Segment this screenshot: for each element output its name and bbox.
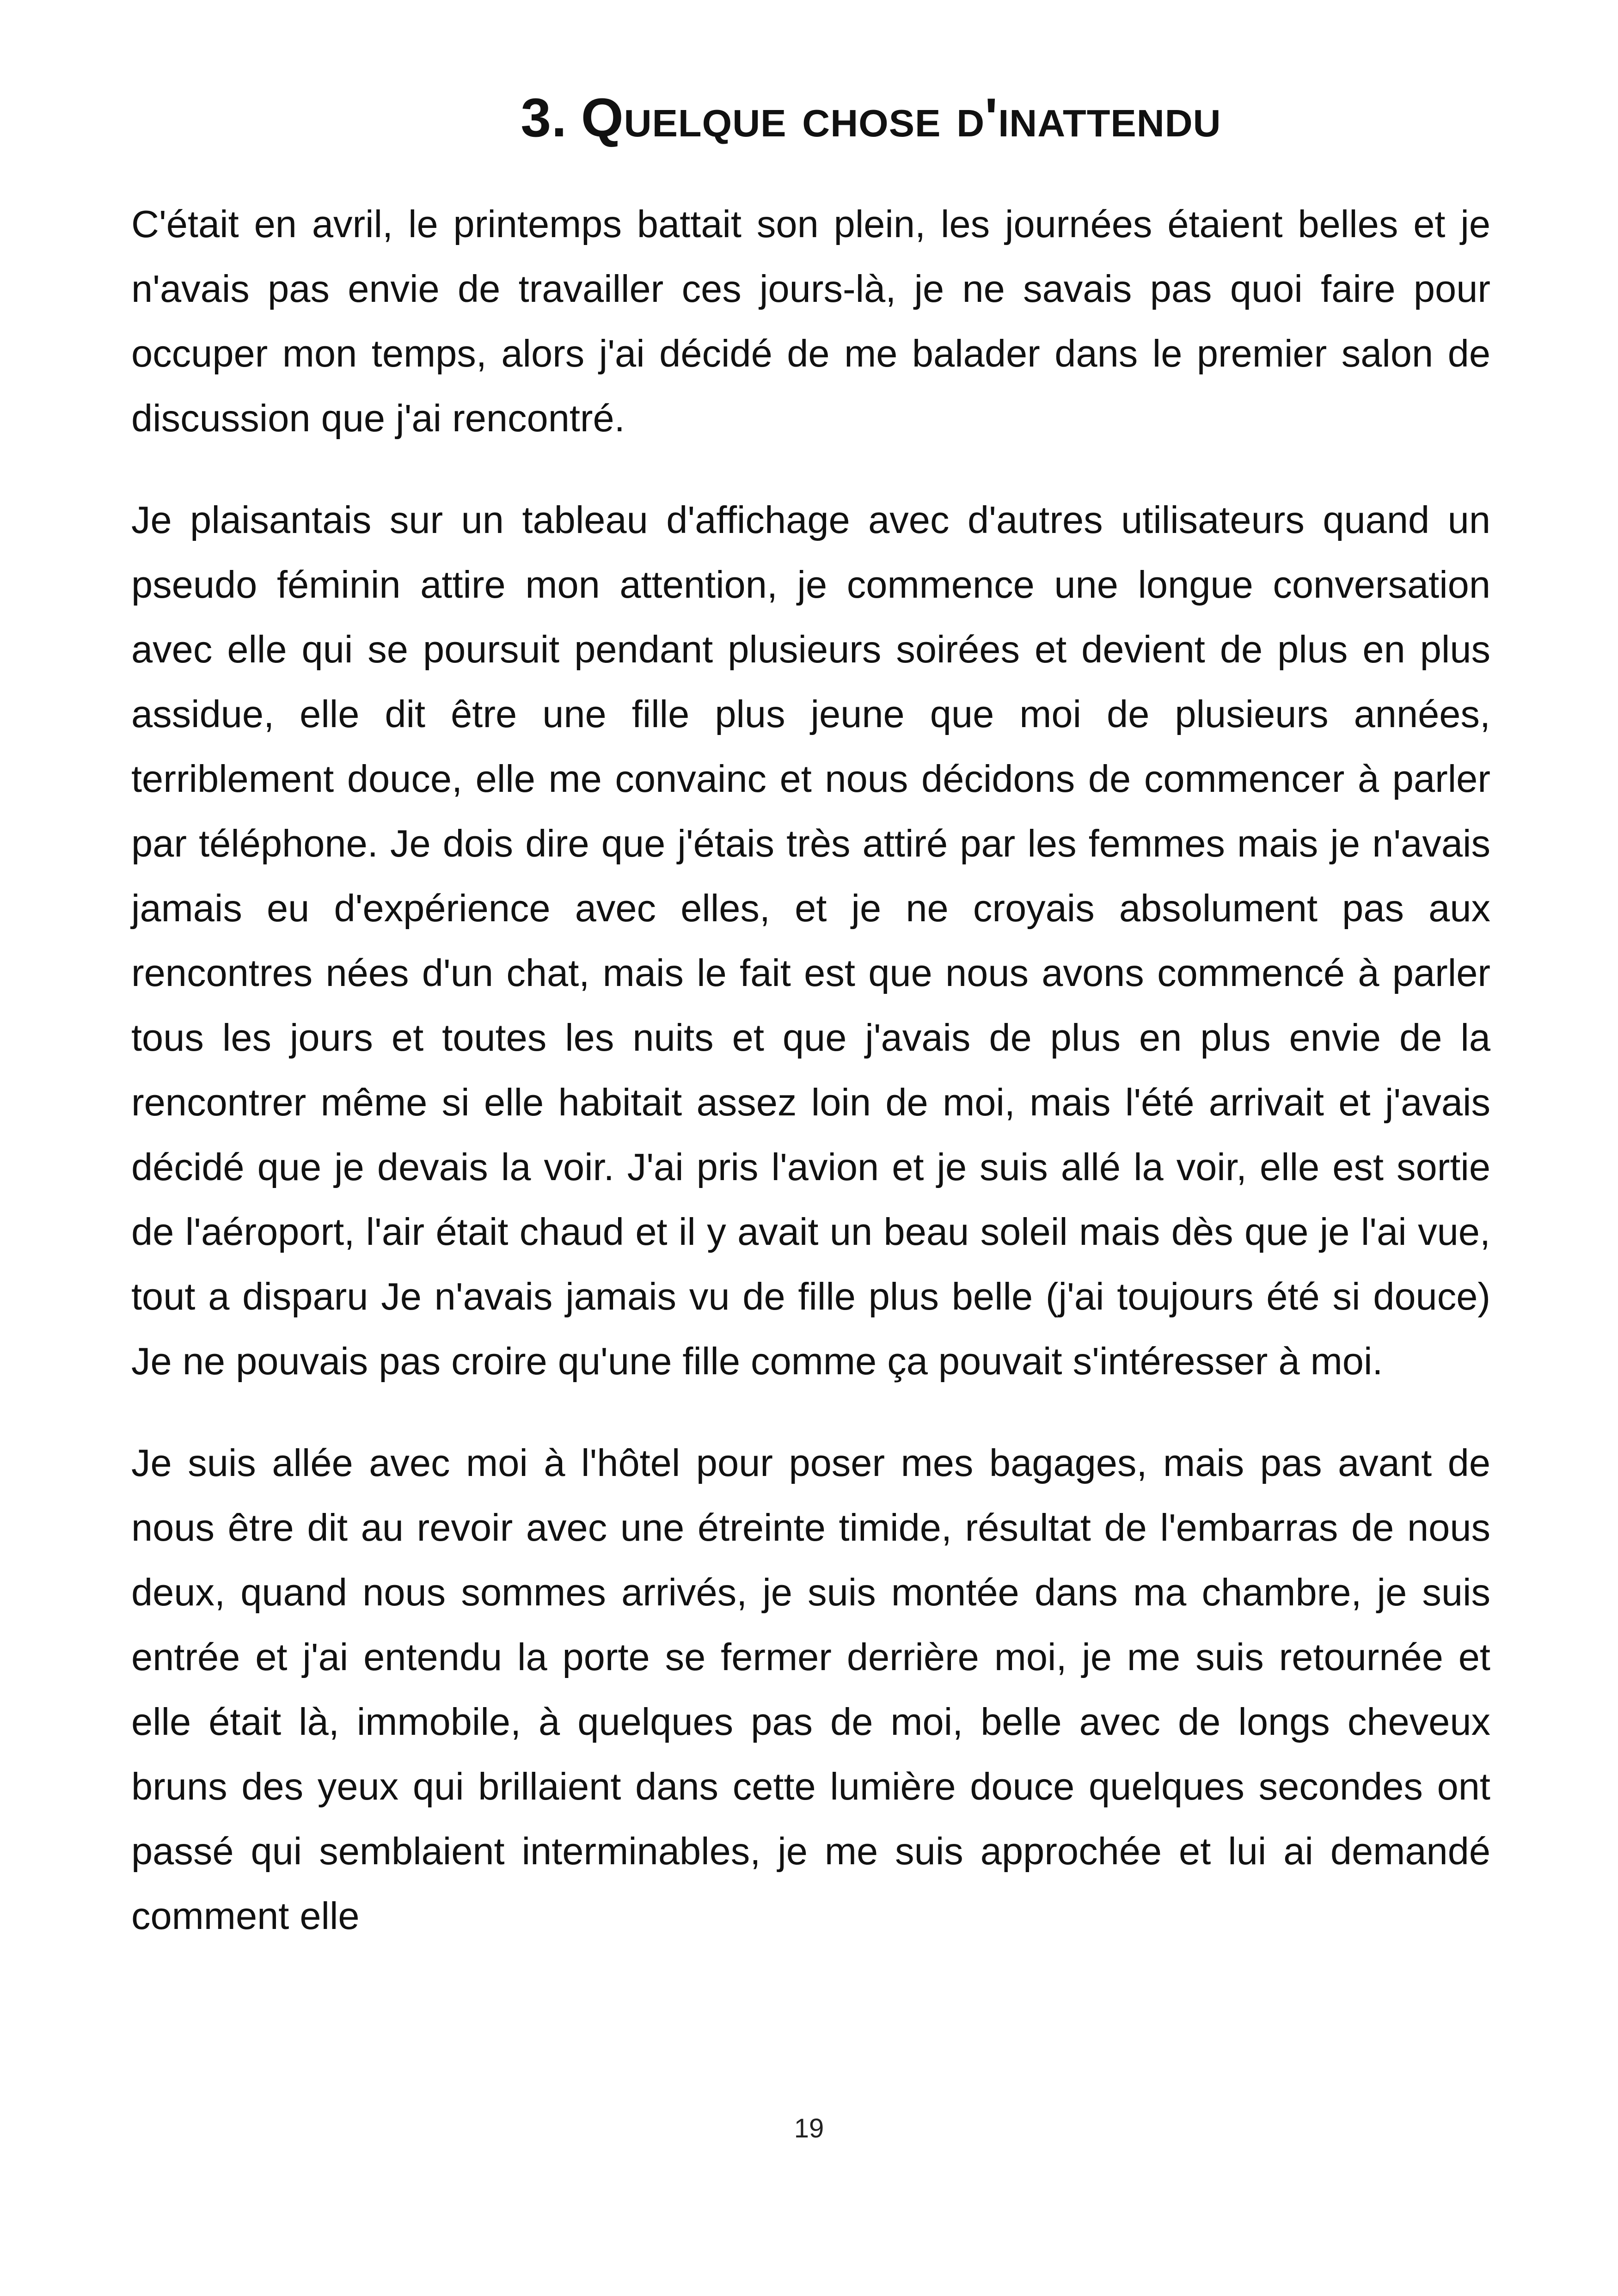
paragraph-1: C'était en avril, le printemps battait son plein, les journées étaient belles et je n'avais pas envie de travailler ces jours-là, je ne savais pas quoi faire pour occuper mon temps, alors j'ai décidé de me balader dans le premier salon de discussion que j'ai rencontré. bbox=[131, 202, 1490, 440]
paragraph-2: Je plaisantais sur un tableau d'affichage avec d'autres utilisateurs quand un pseudo féminin attire mon attention, je commence une longue conversation avec elle qui se poursuit pendant plusieurs soirées et devient de plus en plus assidue, elle dit être une fille plus jeune que moi de plusieurs années, terriblement douce, elle me convainc et nous décidons de commencer à parler par téléphone. Je dois dire que j'étais très attiré par les femmes mais je n'avais jamais eu d'expérience avec elles, et je ne croyais absolument pas aux rencontres nées d'un chat, mais le fait est que nous avons commencé à parler tous les jours et toutes les nuits et que j'avais de plus en plus envie de la rencontrer même si elle habitait assez loin de moi, mais l'été arrivait et j'avais décidé que je devais la voir. J'ai pris l'avion et je suis allé la voir, elle est sortie de l'aéroport, l'air était chaud et il y avait un beau soleil mais dès que je l'ai vue, tout a disparu Je n'avais jamais vu de fille plus belle (j'ai toujours été si douce) Je ne pouvais pas croire qu'une fille comme ça pouvait s'intéresser à moi. bbox=[131, 498, 1490, 1383]
chapter-title-text: Quelque chose d'inattendu bbox=[581, 87, 1221, 148]
chapter-number: 3. bbox=[521, 87, 567, 148]
paragraph-3: Je suis allée avec moi à l'hôtel pour poser mes bagages, mais pas avant de nous être dit au revoir avec une étreinte timide, résultat de l'embarras de nous deux, quand nous sommes arrivés, je suis montée dans ma chambre, je suis entrée et j'ai entendu la porte se fermer derrière moi, je me suis retournée et elle était là, immobile, à quelques pas de moi, belle avec de longs cheveux bruns des yeux qui brillaient dans cette lumière douce quelques secondes ont passé qui semblaient interminables, je me suis approchée et lui ai demandé comment elle bbox=[131, 1441, 1490, 1937]
page-content bbox=[131, 86, 1490, 1985]
page-number: 19 bbox=[794, 2113, 824, 2143]
chapter-title bbox=[131, 86, 1490, 150]
